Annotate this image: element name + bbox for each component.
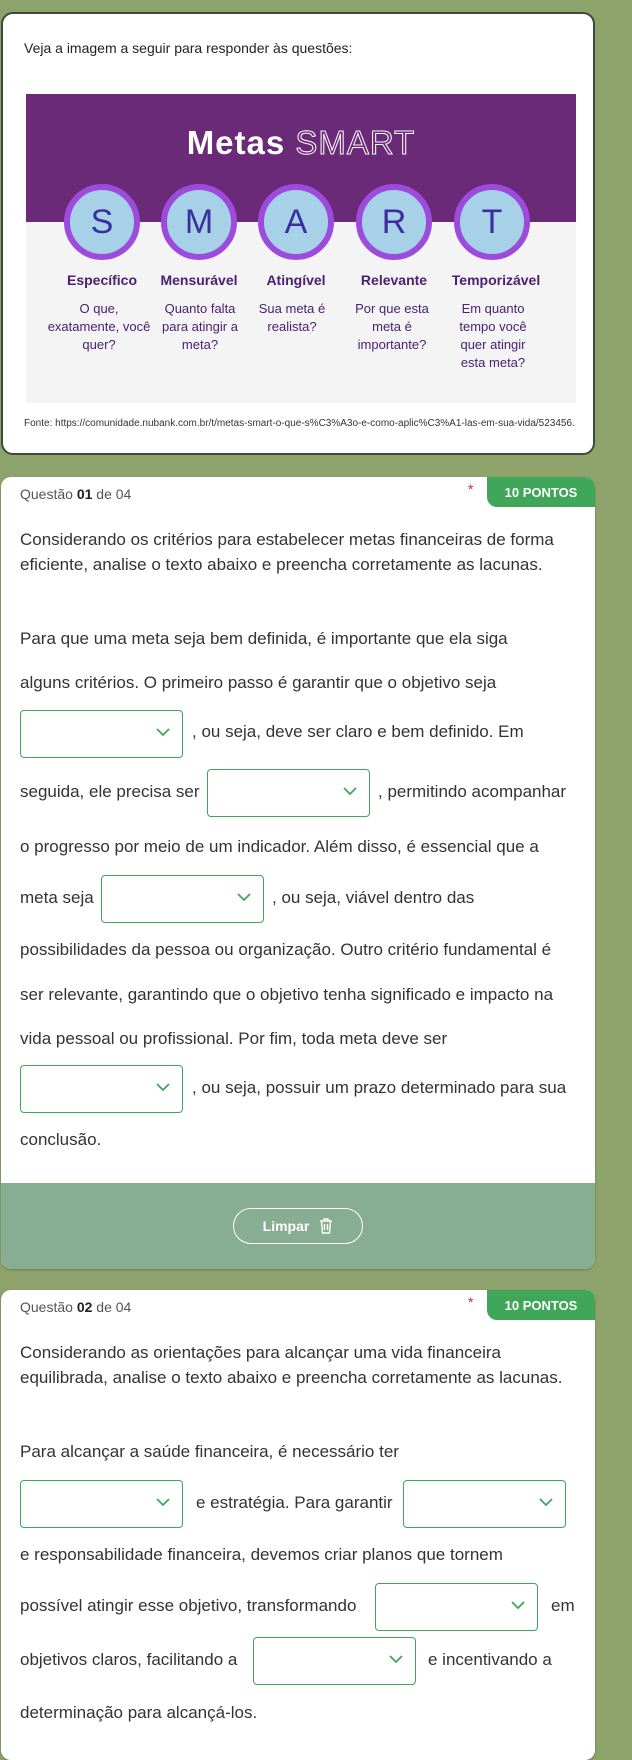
question-prompt: Considerando as orientações para alcançar uma vida financeira equilibrada, analise o texto abaixo e preencha corretamente as lacunas.	[20, 1343, 563, 1387]
question-number: 01	[76, 486, 93, 502]
chevron-down-icon	[156, 727, 170, 737]
blank-dropdown-3[interactable]	[375, 1583, 538, 1631]
question-footer	[1, 1183, 595, 1269]
passage-line: , permitindo acompanhar	[378, 782, 567, 801]
smart-desc-r: Por que esta meta é importante?	[355, 301, 429, 352]
question-header	[20, 1299, 131, 1315]
chevron-down-icon	[156, 1497, 170, 1507]
blank-dropdown-1[interactable]	[20, 710, 183, 758]
passage-line: alguns critérios. O primeiro passo é garantir que o objetivo seja	[20, 673, 497, 692]
smart-title-outline: SMART	[295, 124, 416, 161]
intro-card	[1, 12, 595, 455]
smart-letter-t: T	[454, 184, 530, 260]
passage-line: objetivos claros, facilitando a	[20, 1650, 238, 1669]
passage-line: , ou seja, possuir um prazo determinado para sua	[192, 1078, 567, 1097]
smart-infographic	[26, 94, 576, 403]
smart-label-atingivel: Atingível	[266, 272, 326, 288]
question-card-2	[1, 1290, 595, 1760]
required-asterisk: *	[468, 481, 474, 497]
passage-line: o progresso por meio de um indicador. Além disso, é essencial que a	[20, 837, 539, 856]
smart-label-relevante: Relevante	[360, 272, 428, 288]
passage-line: possível atingir esse objetivo, transformando	[20, 1596, 357, 1615]
passage-line: e responsabilidade financeira, devemos criar planos que tornem	[20, 1545, 503, 1564]
smart-title	[26, 124, 576, 162]
smart-desc-s: O que, exatamente, você quer?	[47, 301, 151, 352]
passage-line: , ou seja, deve ser claro e bem definido. Em	[192, 722, 524, 741]
smart-letter-a: A	[258, 184, 334, 260]
smart-label-mensuravel: Mensurável	[160, 272, 238, 288]
question-total: de 04	[96, 486, 132, 502]
intro-title: Veja a imagem a seguir para responder às questões:	[24, 40, 353, 56]
question-header	[20, 486, 131, 502]
required-asterisk: *	[468, 1294, 474, 1310]
question-label: Questão	[20, 1299, 73, 1315]
passage-line: Para que uma meta seja bem definida, é importante que ela siga	[20, 629, 508, 648]
blank-dropdown-2[interactable]	[403, 1480, 566, 1528]
passage-line: , ou seja, viável dentro das	[272, 888, 475, 907]
chevron-down-icon	[237, 892, 251, 902]
passage-line: determinação para alcançá-los.	[20, 1703, 258, 1722]
smart-desc-t: Em quanto tempo você quer atingir esta meta?	[459, 301, 527, 370]
smart-letter-s: S	[64, 184, 140, 260]
passage-line: vida pessoal ou profissional. Por fim, toda meta deve ser	[20, 1029, 448, 1048]
passage-line: Para alcançar a saúde financeira, é necessário ter	[20, 1442, 399, 1461]
blank-dropdown-1[interactable]	[20, 1480, 183, 1528]
smart-desc-a: Sua meta é realista?	[258, 301, 326, 334]
passage-line: seguida, ele precisa ser	[20, 782, 200, 801]
blank-dropdown-3[interactable]	[101, 875, 264, 923]
smart-desc-m: Quanto falta para atingir a meta?	[162, 301, 238, 352]
trash-icon	[319, 1218, 333, 1234]
question-total: de 04	[96, 1299, 132, 1315]
question-number: 02	[76, 1299, 93, 1315]
smart-title-word: Metas	[186, 124, 286, 161]
blank-dropdown-4[interactable]	[253, 1637, 416, 1685]
smart-letter-m: M	[161, 184, 237, 260]
smart-label-temporizavel: Temporizável	[451, 272, 541, 288]
blank-dropdown-2[interactable]	[207, 769, 370, 817]
chevron-down-icon	[539, 1497, 553, 1507]
blank-dropdown-4[interactable]	[20, 1065, 183, 1113]
smart-label-especifico: Específico	[66, 272, 138, 288]
passage-line: e incentivando a	[428, 1650, 552, 1669]
passage-line: meta seja	[20, 888, 94, 907]
points-badge: 10 PONTOS	[487, 477, 595, 507]
passage-line: possibilidades da pessoa ou organização. Outro critério fundamental é	[20, 940, 552, 959]
points-badge: 10 PONTOS	[487, 1290, 595, 1320]
clear-button[interactable]	[233, 1208, 363, 1244]
passage-line: e estratégia. Para garantir	[196, 1493, 393, 1512]
chevron-down-icon	[156, 1082, 170, 1092]
passage-line: ser relevante, garantindo que o objetivo tenha significado e impacto na	[20, 985, 554, 1004]
smart-letter-r: R	[356, 184, 432, 260]
chevron-down-icon	[343, 786, 357, 796]
passage-line: em	[551, 1596, 575, 1615]
clear-button-label: Limpar	[262, 1218, 310, 1234]
question-prompt: Considerando os critérios para estabelecer metas financeiras de forma eficiente, analise o texto abaixo e preencha corretamente as lacunas.	[20, 530, 554, 574]
question-label: Questão	[20, 486, 73, 502]
source-citation: Fonte: https://comunidade.nubank.com.br/t/metas-smart-o-que-s%C3%A3o-e-como-aplic%C3%A1-las-em-sua-vida/523456.	[24, 418, 575, 429]
passage-line: conclusão.	[20, 1130, 102, 1149]
chevron-down-icon	[511, 1600, 525, 1610]
chevron-down-icon	[389, 1654, 403, 1664]
question-card-1	[1, 477, 595, 1269]
